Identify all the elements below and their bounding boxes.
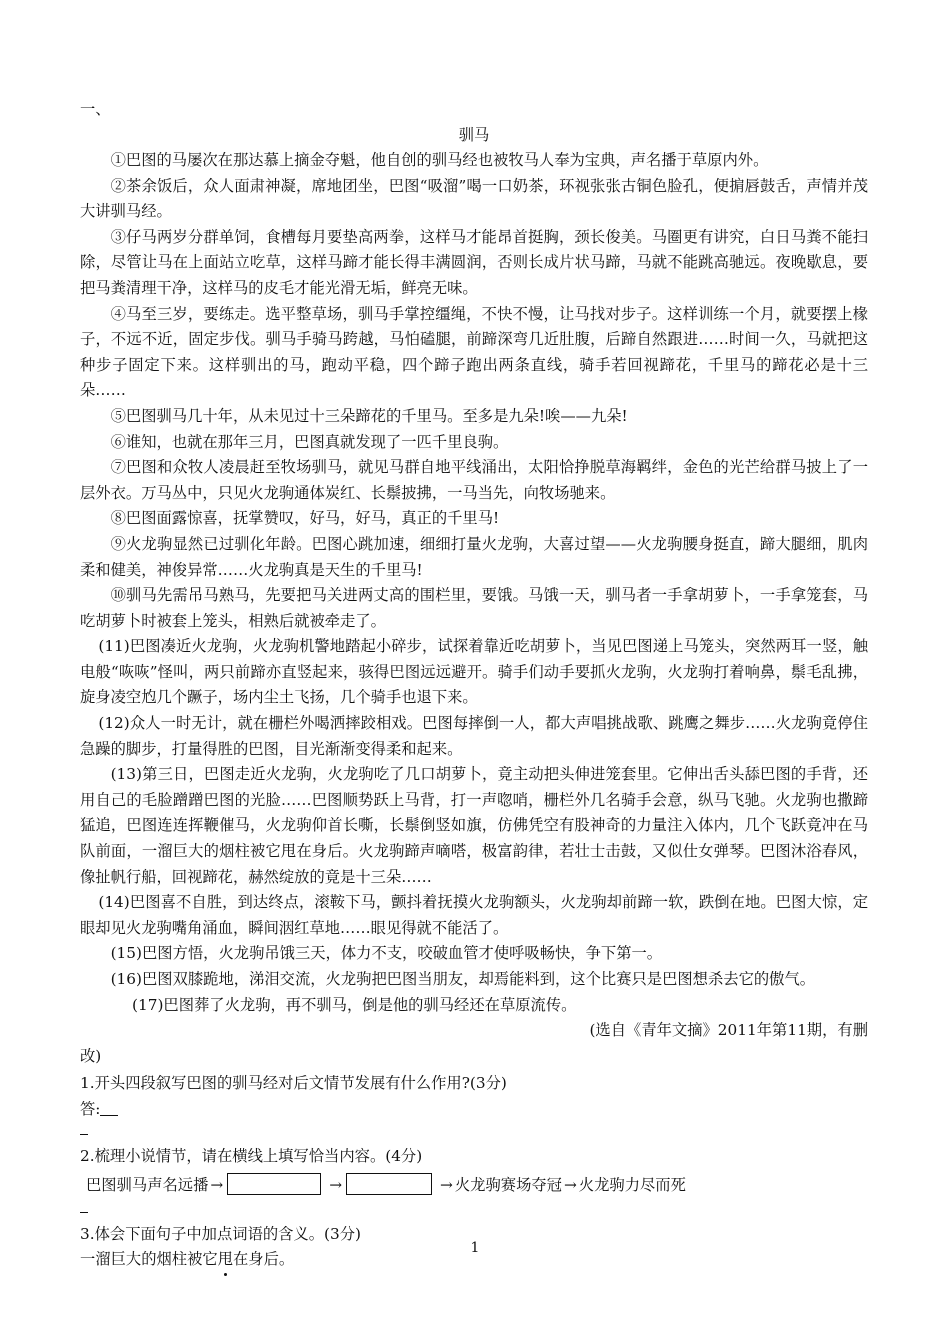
emphasis-dot-icon	[224, 1273, 227, 1276]
answer-line[interactable]	[80, 1097, 868, 1122]
sentence-before: 一溜巨大的烟柱被它	[80, 1250, 218, 1269]
paragraph-7: ⑦巴图和众牧人凌晨赶至牧场驯马，就见马群自地平线涌出，太阳恰挣脱草海羁绊，金色的光芒给群马披上了一层外衣。万马丛中，只见火龙驹通体炭红、长鬃披拂，一马当先，向牧场驰来。	[80, 458, 868, 502]
source-citation-tail: 改)	[80, 1046, 102, 1065]
dotted-word-text: 甩	[217, 1250, 233, 1269]
paragraph-17: (17)巴图葬了火龙驹，再不驯马，倒是他的驯马经还在草原流传。	[132, 995, 577, 1014]
dash-mark	[80, 1134, 88, 1135]
page-number: 1	[470, 1240, 480, 1256]
sentence-after: 在身后。	[233, 1250, 295, 1269]
paragraph-11: (11)巴图凑近火龙驹，火龙驹机警地踏起小碎步，试探着靠近吃胡萝卜，当见巴图递上马笼头，突然两耳一竖，触电般“咴咴”怪叫，两只前蹄亦直竖起来，骇得巴图远远避开。骑手们动手要抓火龙驹，火龙驹打着响鼻，鬃毛乱拂，旋身凌空尥几个蹶子，场内尘土飞扬，几个骑手也退下来。	[80, 637, 868, 707]
flow-end: 火龙驹力尽而死	[578, 1175, 686, 1194]
answer-label: 答:	[80, 1099, 101, 1118]
paragraph-1: ①巴图的马屡次在那达慕上摘金夺魁，他自创的驯马经也被牧马人奉为宝典，声名播于草原内外。	[110, 151, 769, 169]
paragraph-6: ⑥谁知，也就在那年三月，巴图真就发现了一匹千里良驹。	[110, 432, 509, 451]
section-number: 一、	[80, 100, 111, 118]
question-2: 2.梳理小说情节，请在横线上填写恰当内容。(4分)	[80, 1146, 423, 1165]
story-title: 驯马	[458, 126, 490, 144]
flow-step-4: 火龙驹赛场夺冠	[454, 1175, 562, 1194]
arrow-icon: →	[210, 1175, 224, 1194]
paragraph-10: ⑩驯马先需吊马熟马，先要把马关进两丈高的围栏里，要饿。马饿一天，驯马者一手拿胡萝卜，一手拿笼套，马吃胡萝卜时被套上笼头，相熟后就被牵走了。	[80, 586, 868, 630]
flow-start: 巴图驯马声名远播	[86, 1175, 209, 1194]
source-citation: (选自《青年文摘》2011年第11期，有删	[589, 1021, 868, 1040]
paragraph-15: (15)巴图方悟，火龙驹吊饿三天，体力不支，咬破血管才使呼吸畅快，争下第一。	[110, 944, 663, 963]
flow-blank-1[interactable]	[227, 1173, 321, 1195]
plot-flow	[80, 1172, 868, 1200]
arrow-icon: →	[329, 1175, 343, 1194]
answer-continuation-line	[80, 1122, 868, 1144]
question-1: 1.开头四段叙写巴图的驯马经对后文情节发展有什么作用?(3分)	[80, 1074, 507, 1093]
document-content	[80, 98, 868, 1273]
paragraph-13: (13)第三日，巴图走近火龙驹，火龙驹吃了几口胡萝卜，竟主动把头伸进笼套里。它伸出舌头舔巴图的手背，还用自己的毛脸蹭蹭巴图的光脸……巴图顺势跃上马背，打一声唿哨，栅栏外几名骑手会意，纵马飞驰。火龙驹也撒蹄猛追，巴图连连挥鞭催马，火龙驹仰首长嘶，长鬃倒竖如旗，仿佛凭空有股神奇的力量注入体内，几个飞跃竟冲在马队前面，一溜巨大的烟柱被它甩在身后。火龙驹蹄声嘀嗒，极富韵律，若壮士击鼓，又似仕女弹琴。巴图沐浴春风，像扯帆行船，回视蹄花，赫然绽放的竟是十三朵……	[80, 765, 868, 886]
paragraph-12: (12)众人一时无计，就在栅栏外喝洒摔跤相戏。巴图每摔倒一人，都大声唱挑战歌、跳鹰之舞步……火龙驹竟停住急躁的脚步，打量得胜的巴图，目光渐渐变得柔和起来。	[80, 714, 868, 758]
paragraph-8: ⑧巴图面露惊喜，抚掌赞叹，好马，好马，真正的千里马!	[110, 509, 500, 528]
arrow-icon: →	[440, 1175, 453, 1194]
paragraph-16: (16)巴图双膝跪地，涕泪交流，火龙驹把巴图当朋友，却焉能料到，这个比赛只是巴图想杀去它的傲气。	[110, 970, 816, 988]
flow-continuation-line	[80, 1200, 868, 1222]
flow-blank-2[interactable]	[346, 1173, 432, 1195]
paragraph-5: ⑤巴图驯马几十年，从未见过十三朵蹄花的千里马。至多是九朵!唉——九朵!	[110, 406, 628, 425]
answer-blank[interactable]	[100, 1101, 118, 1116]
paragraph-14: (14)巴图喜不自胜，到达终点，滚鞍下马，颤抖着抚摸火龙驹额头，火龙驹却前蹄一软，跌倒在地。巴图大惊，定眼却见火龙驹嘴角涌血，瞬间洇红草地……眼见得就不能活了。	[80, 893, 868, 937]
dash-mark	[80, 1212, 88, 1213]
paragraph-2: ②茶余饭后，众人面肃神凝，席地团坐，巴图“吸溜”喝一口奶茶，环视张张古铜色脸孔，便掮唇鼓舌，声情并茂大讲驯马经。	[80, 176, 868, 221]
question-3: 3.体会下面句子中加点词语的含义。(3分)	[80, 1224, 362, 1243]
arrow-icon: →	[563, 1175, 577, 1194]
paragraph-4: ④马至三岁，要练走。选平整草场，驯马手掌控缰绳，不快不慢，让马找对步子。这样训练一个月，就要摆上椽子，不远不近，固定步伐。驯马手骑马跨越，马怕磕腿，前蹄深弯几近肚腹，后蹄自然跟进……时间一久，马就把这种步子固定下来。这样驯出的马，跑动平稳，四个蹄子跑出两条直线，骑手若回视蹄花，千里马的蹄花必是十三朵……	[80, 304, 868, 400]
paragraph-3: ③仔马两岁分群单饲，食槽每月要垫高两拳，这样马才能昂首挺胸，颈长俊美。马圈更有讲究，白日马粪不能扫除，尽管让马在上面站立吃草，这样马蹄才能长得丰满圆润，否则长成片状马蹄，马就不能跳高驰远。夜晚歇息，要把马粪清理干净，这样马的皮毛才能光滑无垢，鲜亮无味。	[80, 227, 868, 297]
paragraph-9: ⑨火龙驹显然已过驯化年龄。巴图心跳加速，细细打量火龙驹，大喜过望——火龙驹腰身挺直，蹄大腿细，肌肉柔和健美，神俊异常……火龙驹真是天生的千里马!	[80, 534, 868, 579]
